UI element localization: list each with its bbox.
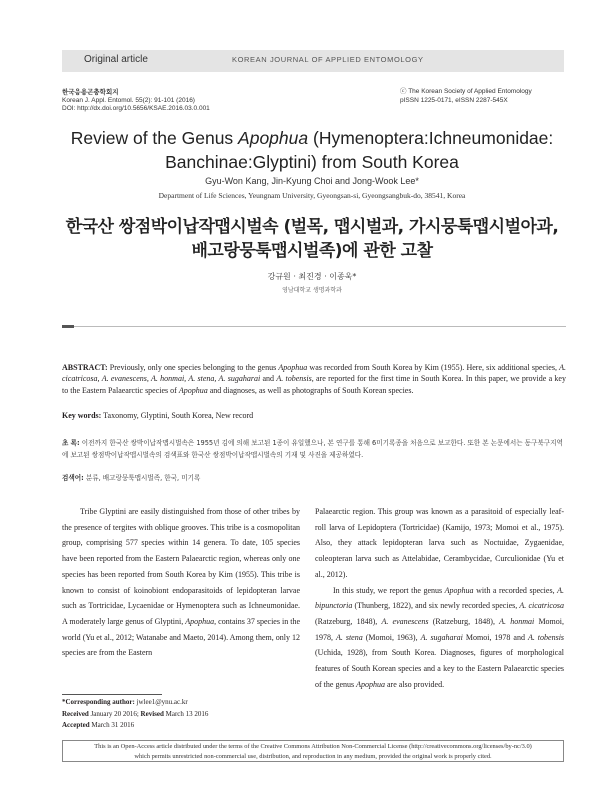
paragraph: Palaearctic region. This group was known as a parasitoid of especially leaf-roll larva of Lepidoptera (Tortricidae) (Kamijo, 1973; Momoi et al., 1975). Also, they attack lepidopteran larva such as Noctuidae, Zygaenidae, coleopteran larva such as Attelabidae, Cerambycidae, Curculionidae (Yu et al., 2012). bbox=[315, 507, 564, 579]
section-rule bbox=[74, 326, 566, 327]
footnote-rule bbox=[62, 694, 162, 695]
copyright: ⓒ The Korean Society of Applied Entomology bbox=[400, 88, 532, 95]
article-title: Review of the Genus Apophua (Hymenoptera:Ichneumonidae: Banchinae:Glyptini) from South Korea bbox=[70, 128, 554, 172]
korean-abstract: 초 록: 이전까지 한국산 쌍박이납작맵시벌속은 1955년 김에 의해 보고된 1종이 유일했으나, 본 연구를 통해 6미기록종을 처음으로 보고한다. 또한 본 논문에서는 동구북구지역에 보고된 쌍점박이납작맵시벌속의 검색표와 한국산 쌍점박이납작맵시벌속의 기재 및 사진을 제공하였다. bbox=[62, 439, 563, 459]
keywords: Key words: Taxonomy, Glyptini, South Korea, New record bbox=[62, 411, 254, 420]
received-revised: Received January 20 2016; Revised March 13 2016 bbox=[62, 709, 209, 718]
korean-title: 한국산 쌍점박이납작맵시벌속 (벌목, 맵시벌과, 가시뭉툭맵시벌아과, 배고랑뭉툭맵시벌족)에 관한 고찰 bbox=[65, 217, 559, 261]
authors: Gyu-Won Kang, Jin-Kyung Choi and Jong-Wook Lee* bbox=[205, 176, 419, 186]
korean-affiliation: 영남대학교 생명과학과 bbox=[282, 287, 342, 294]
issn: pISSN 1225-0171, eISSN 2287-545X bbox=[400, 96, 508, 104]
korean-authors: 강규원 · 최진경 · 이종욱* bbox=[267, 272, 357, 281]
article-type: Original article bbox=[84, 54, 148, 65]
journal-korean-name: 한국응용곤충학회지 bbox=[62, 88, 119, 96]
license-line: This is an Open-Access article distributed under the terms of the Creative Commons Attribution Non-Commercial License (http://creativecommons.org/licenses/by-nc/3.0) bbox=[94, 743, 532, 750]
paragraph: In this study, we report the genus Apophua with a recorded species, A. bipunctoria (Thunberg, 1822), and six newly recorded species, A. cicatricosa (Ratzeburg, 1848), A. evanescens (Ratzeburg, 1848), A. honmai Momoi, 1978, A. stena (Momoi, 1963), A. sugaharai Momoi, 1978 and A. tobensis (Uchida, 1928), from South Korea. Diagnoses, figures of morphological features of South Korean species and a key to the Eastern Palaearctic species of the genus Apophua are also provided. bbox=[315, 585, 565, 689]
body-column-right bbox=[315, 504, 564, 692]
citation: Korean J. Appl. Entomol. 55(2): 91-101 (2016) bbox=[62, 96, 195, 104]
email-link[interactable]: jwlee1@ynu.ac.kr bbox=[134, 698, 188, 706]
korean-keywords: 검색어: 분류, 배고랑뭉툭맵시벌족, 한국, 미기록 bbox=[62, 474, 201, 482]
doi-link[interactable]: DOI: http://dx.doi.org/10.5656/KSAE.2016.03.0.001 bbox=[62, 105, 210, 112]
keywords-label: Key words: bbox=[62, 411, 102, 420]
section-rule-accent bbox=[62, 325, 74, 328]
publisher-info bbox=[400, 88, 564, 105]
journal-info bbox=[62, 88, 210, 114]
body-column-left bbox=[62, 504, 300, 661]
abstract-label: ABSTRACT: bbox=[62, 363, 108, 372]
journal-banner: KOREAN JOURNAL OF APPLIED ENTOMOLOGY bbox=[232, 55, 424, 64]
license-box bbox=[62, 740, 564, 762]
korean-abstract-label: 초 록: bbox=[62, 439, 80, 447]
corresponding-author: *Corresponding author: jwlee1@ynu.ac.kr bbox=[62, 698, 188, 706]
license-line: which permits unrestricted non-commercial use, distribution, and reproduction in any medium, provided the original work is properly cited. bbox=[134, 753, 492, 760]
affiliation: Department of Life Sciences, Yeungnam University, Gyeongsan-si, Gyeongsangbuk-do, 38541, Korea bbox=[158, 191, 466, 200]
accepted: Accepted March 31 2016 bbox=[62, 721, 135, 729]
abstract: ABSTRACT: Previously, only one species belonging to the genus Apophua was recorded from South Korea by Kim (1955). Here, six additional species, A. cicatricosa, A. evanescens, A. honmai, A. stena, A. sugaharai and A. tobensis, are reported for the first time in South Korea. In this paper, we provide a key to the Eastern Palaearctic species of Apophua and diagnoses, as well as photographs of South Korean species. bbox=[62, 363, 566, 395]
paragraph: Tribe Glyptini are easily distinguished from those of other tribes by the presence of tergites with oblique grooves. This tribe is a cosmopolitan group, comprising 577 species within 14 genera. To date, 105 species have been reported from the Eastern Palaearctic region, whereas only one species has been reported from South Korea by Kim (1955). This tribe is known to consist of koinobiont endoparasitoids of lepidopteran larvae such as Tortricidae, Lycaenidae or Hymenoptera such as Ichneumonidae. A moderately large genus of Glyptini, Apophua, contains 37 species in the world (Yu et al., 2012; Watanabe and Maeto, 2014). Among them, only 12 species are from the Eastern bbox=[62, 507, 300, 658]
genus-name: Apophua bbox=[238, 128, 309, 148]
footnote bbox=[62, 697, 208, 732]
korean-keywords-label: 검색어: bbox=[62, 474, 84, 482]
header-bar bbox=[62, 50, 564, 72]
